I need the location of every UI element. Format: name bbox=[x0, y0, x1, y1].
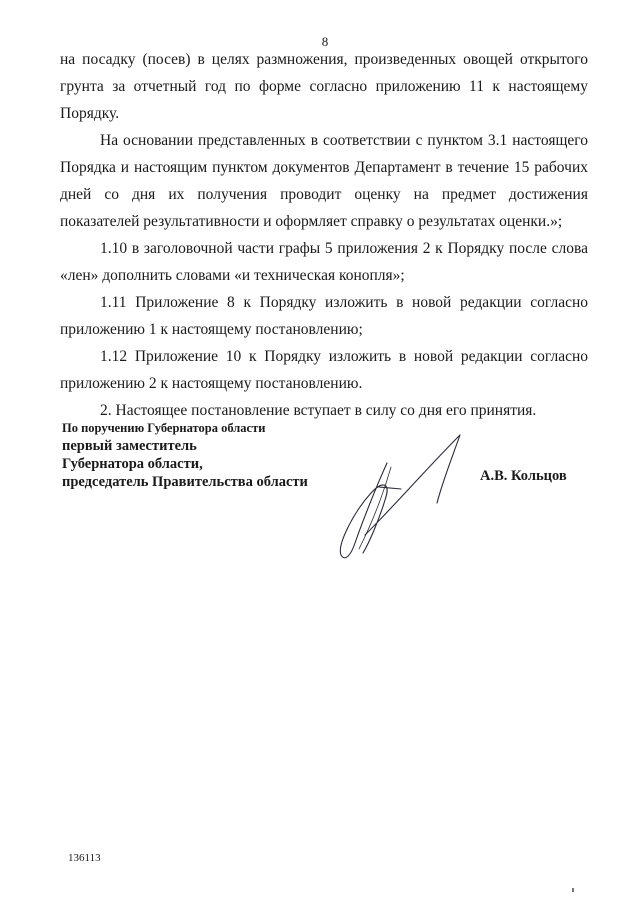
signer-title-line-3: председатель Правительства области bbox=[62, 474, 308, 490]
page-number: 8 bbox=[321, 34, 329, 49]
document-code: 136113 bbox=[68, 852, 101, 864]
handwritten-signature bbox=[325, 425, 475, 565]
paragraph-evaluation: На основании представленных в соответствии с пунктом 3.1 настоящего Порядка и настоящим пунктом документов Департамент в течение 15 рабочих дней со дня их получения проводит оценку на предмет достижения показателей результативности и оформляет справку о результатах оценки.»; bbox=[60, 132, 588, 230]
scan-speck bbox=[572, 888, 574, 892]
signature-block bbox=[62, 420, 308, 491]
document-body bbox=[60, 46, 588, 424]
signer-title-line-2: Губернатора области, bbox=[62, 456, 203, 472]
paragraph-item-1-10: 1.10 в заголовочной части графы 5 приложения 2 к Порядку после слова «лен» дополнить словами «и техническая конопля»; bbox=[60, 240, 588, 284]
paragraph-item-2: 2. Настоящее постановление вступает в силу со дня его принятия. bbox=[100, 402, 537, 419]
paragraph-item-1-12: 1.12 Приложение 10 к Порядку изложить в новой редакции согласно приложению 2 к настоящему постановлению. bbox=[60, 348, 588, 392]
signer-title-line-1: первый заместитель bbox=[62, 438, 197, 454]
signer-name: А.В. Кольцов bbox=[480, 468, 567, 484]
paragraph-item-1-11: 1.11 Приложение 8 к Порядку изложить в новой редакции согласно приложению 1 к настоящему постановлению; bbox=[60, 294, 588, 338]
paragraph-continuation: на посадку (посев) в целях размножения, произведенных овощей открытого грунта за отчетный год по форме согласно приложению 11 к настоящему Порядку. bbox=[60, 51, 588, 122]
signer-authority-line: По поручению Губернатора области bbox=[62, 421, 266, 435]
